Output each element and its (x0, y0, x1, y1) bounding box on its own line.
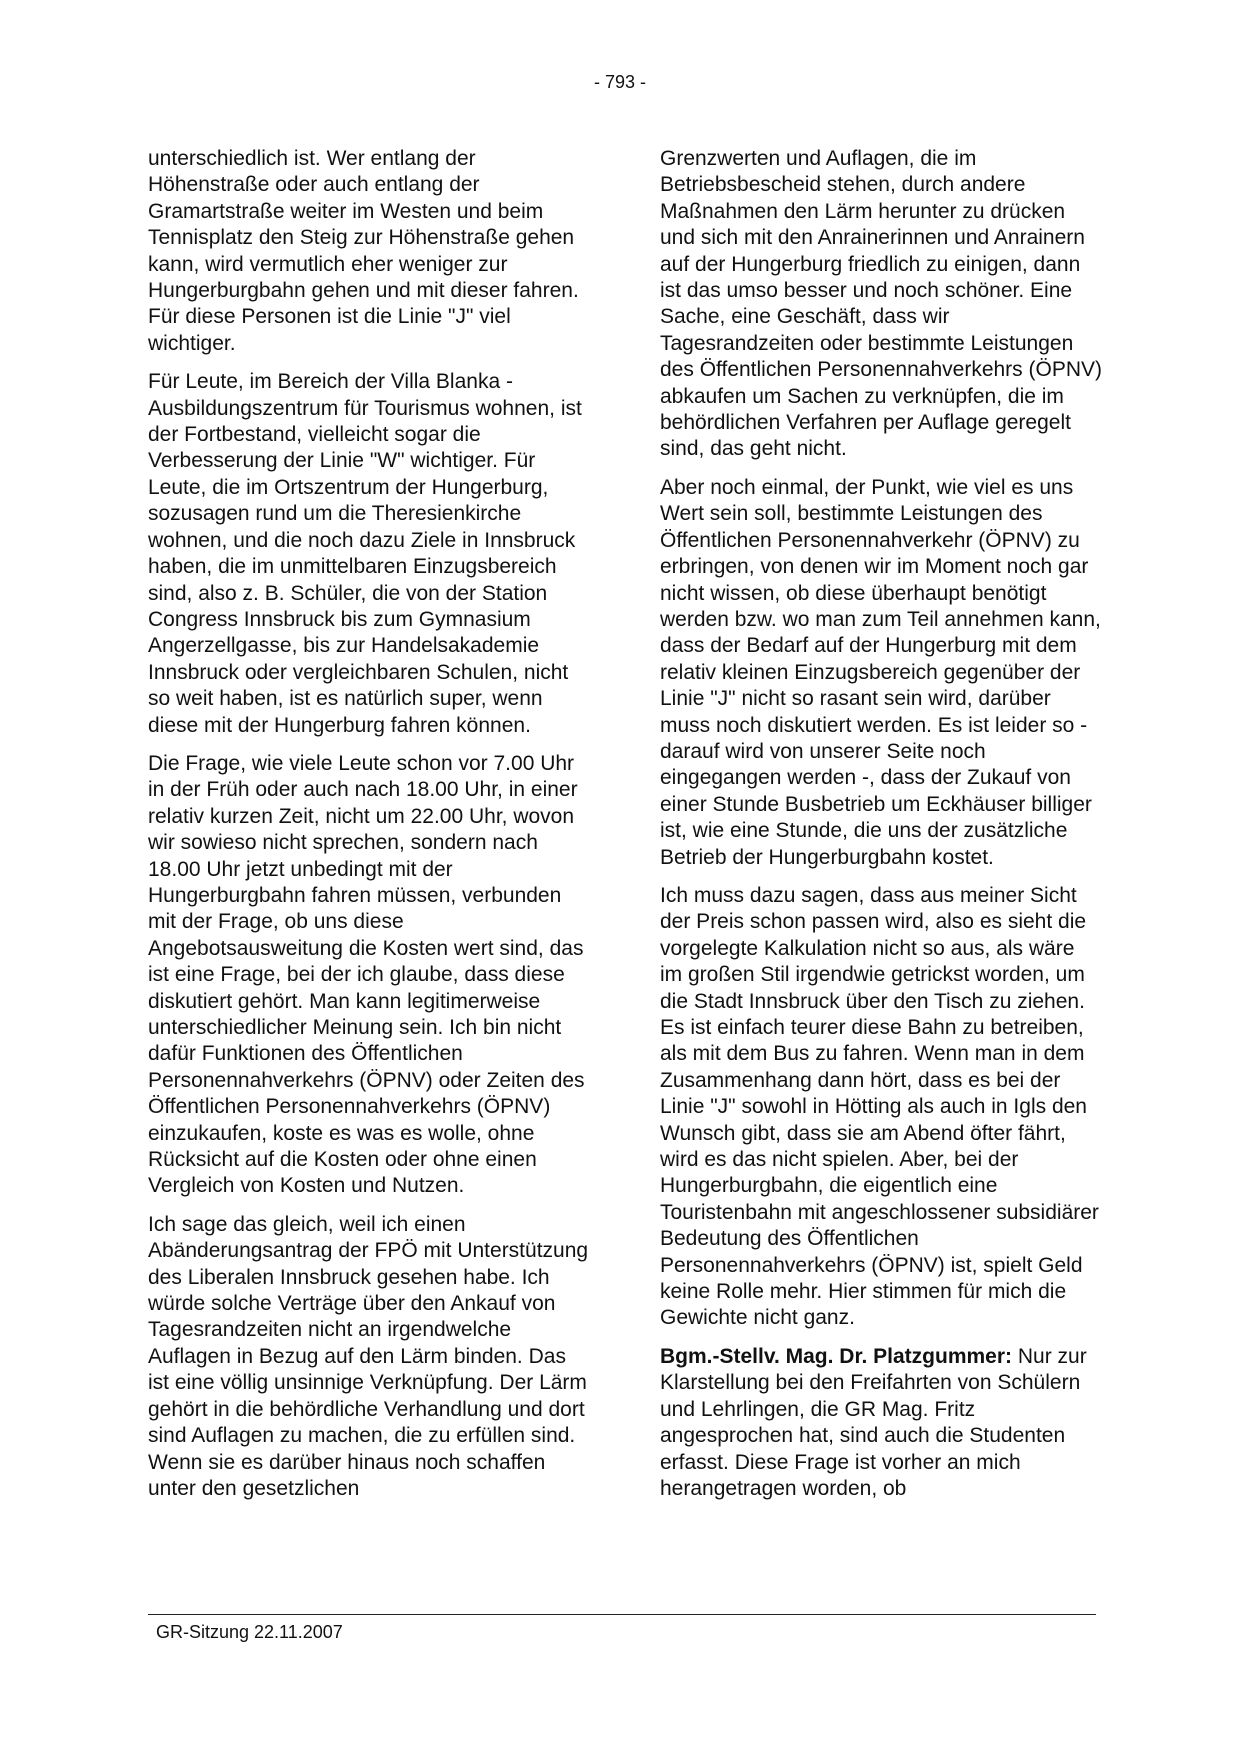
paragraph: Ich muss dazu sagen, dass aus meiner Sicht der Preis schon passen wird, also es sieht die vorgelegte Kalkulation nicht so aus, als wäre im großen Stil irgendwie getrickst worden, um die Stadt Innsbruck über den Tisch zu ziehen. Es ist einfach teurer diese Bahn zu betreiben, als mit dem Bus zu fahren. Wenn man in dem Zusammenhang dann hört, dass es bei der Linie "J" sowohl in Hötting als auch in Igls den Wunsch gibt, dass sie am Abend öfter fährt, wird es das nicht spielen. Aber, bei der Hungerburgbahn, die eigentlich eine Touristenbahn mit angeschlossener subsidiärer Bedeutung des Öffentlichen Personennahverkehrs (ÖPNV) ist, spielt Geld keine Rolle mehr. Hier stimmen für mich die Gewichte nicht ganz. (660, 883, 1099, 1330)
right-column (660, 146, 1102, 1514)
paragraph: Aber noch einmal, der Punkt, wie viel es uns Wert sein soll, bestimmte Leistungen des Öffentlichen Personennahverkehr (ÖPNV) zu erbringen, von denen wir im Moment noch gar nicht wissen, ob diese überhaupt benötigt werden bzw. wo man zum Teil annehmen kann, dass der Bedarf auf der Hungerburg mit dem relativ kleinen Einzugsbereich gegenüber der Linie "J" nicht so rasant sein wird, darüber muss noch diskutiert werden. Es ist leider so - darauf wird von unserer Seite noch eingegangen werden -, dass der Zukauf von einer Stunde Busbetrieb um Eckhäuser billiger ist, wie eine Stunde, die uns der zusätzliche Betrieb der Hungerburgbahn kostet. (660, 475, 1101, 869)
paragraph: Die Frage, wie viele Leute schon vor 7.00 Uhr in der Früh oder auch nach 18.00 Uhr, in einer relativ kurzen Zeit, nicht um 22.00 Uhr, wovon wir sowieso nicht sprechen, sondern nach 18.00 Uhr jetzt unbedingt mit der Hungerburgbahn fahren müssen, verbunden mit der Frage, ob uns diese Angebotsausweitung die Kosten wert sind, das ist eine Frage, bei der ich glaube, dass diese diskutiert gehört. Man kann legitimerweise unterschiedlicher Meinung sein. Ich bin nicht dafür Funktionen des Öffentlichen Personennahverkehrs (ÖPNV) oder Zeiten des Öffentlichen Personennahverkehrs (ÖPNV) einzukaufen, koste es was es wolle, ohne Rücksicht auf die Kosten oder ohne einen Vergleich von Kosten und Nutzen. (148, 751, 585, 1198)
footer-text: GR-Sitzung 22.11.2007 (156, 1622, 343, 1642)
left-column (148, 146, 590, 1514)
paragraph: Grenzwerten und Auflagen, die im Betriebsbescheid stehen, durch andere Maßnahmen den Lärm herunter zu drücken und sich mit den Anrainerinnen und Anrainern auf der Hungerburg friedlich zu einigen, dann ist das umso besser und noch schöner. Eine Sache, eine Geschäft, dass wir Tagesrandzeiten oder bestimmte Leistungen des Öffentlichen Personennahverkehrs (ÖPNV) abkaufen um Sachen zu verknüpfen, die im behördlichen Verfahren per Auflage geregelt sind, das geht nicht. (660, 147, 1103, 461)
paragraph: Ich sage das gleich, weil ich einen Abänderungsantrag der FPÖ mit Unterstützung des Liberalen Innsbruck gesehen habe. Ich würde solche Verträge über den Ankauf von Tagesrandzeiten nicht an irgendwelche Auflagen in Bezug auf den Lärm binden. Das ist eine völlig unsinnige Verknüpfung. Der Lärm gehört in die behördliche Verhandlung und dort sind Auflagen zu machen, die zu erfüllen sind. Wenn sie es darüber hinaus noch schaffen unter den gesetzlichen (148, 1212, 589, 1500)
page-number: - 793 - (593, 72, 647, 92)
footer-divider (148, 1614, 1096, 1615)
speaker-text: Nur zur Klarstellung bei den Freifahrten von Schülern und Lehrlingen, die GR Mag. Fritz angesprochen hat, sind auch die Studenten erfasst. Diese Frage ist vorher an mich herangetragen worden, ob (660, 1344, 1087, 1500)
speaker-name: Bgm.-Stellv. Mag. Dr. Platzgummer: (660, 1344, 1013, 1368)
speaker-paragraph (660, 1344, 1102, 1502)
paragraph: Für Leute, im Bereich der Villa Blanka - Ausbildungszentrum für Tourismus wohnen, ist der Fortbestand, vielleicht sogar die Verbesserung der Linie "W" wichtiger. Für Leute, die im Ortszentrum der Hungerburg, sozusagen rund um die Theresienkirche wohnen, und die noch dazu Ziele in Innsbruck haben, die im unmittelbaren Einzugsbereich sind, also z. B. Schüler, die von der Station Congress Innsbruck bis zum Gymnasium Angerzellgasse, bis zur Handelsakademie Innsbruck oder vergleichbaren Schulen, nicht so weit haben, ist es natürlich super, wenn diese mit der Hungerburg fahren können. (148, 370, 582, 737)
paragraph: unterschiedlich ist. Wer entlang der Höhenstraße oder auch entlang der Gramartstraße weiter im Westen und beim Tennisplatz den Steig zur Höhenstraße gehen kann, wird vermutlich eher weniger zur Hungerburgbahn gehen und mit dieser fahren. Für diese Personen ist die Linie "J" viel wichtiger. (148, 147, 579, 355)
